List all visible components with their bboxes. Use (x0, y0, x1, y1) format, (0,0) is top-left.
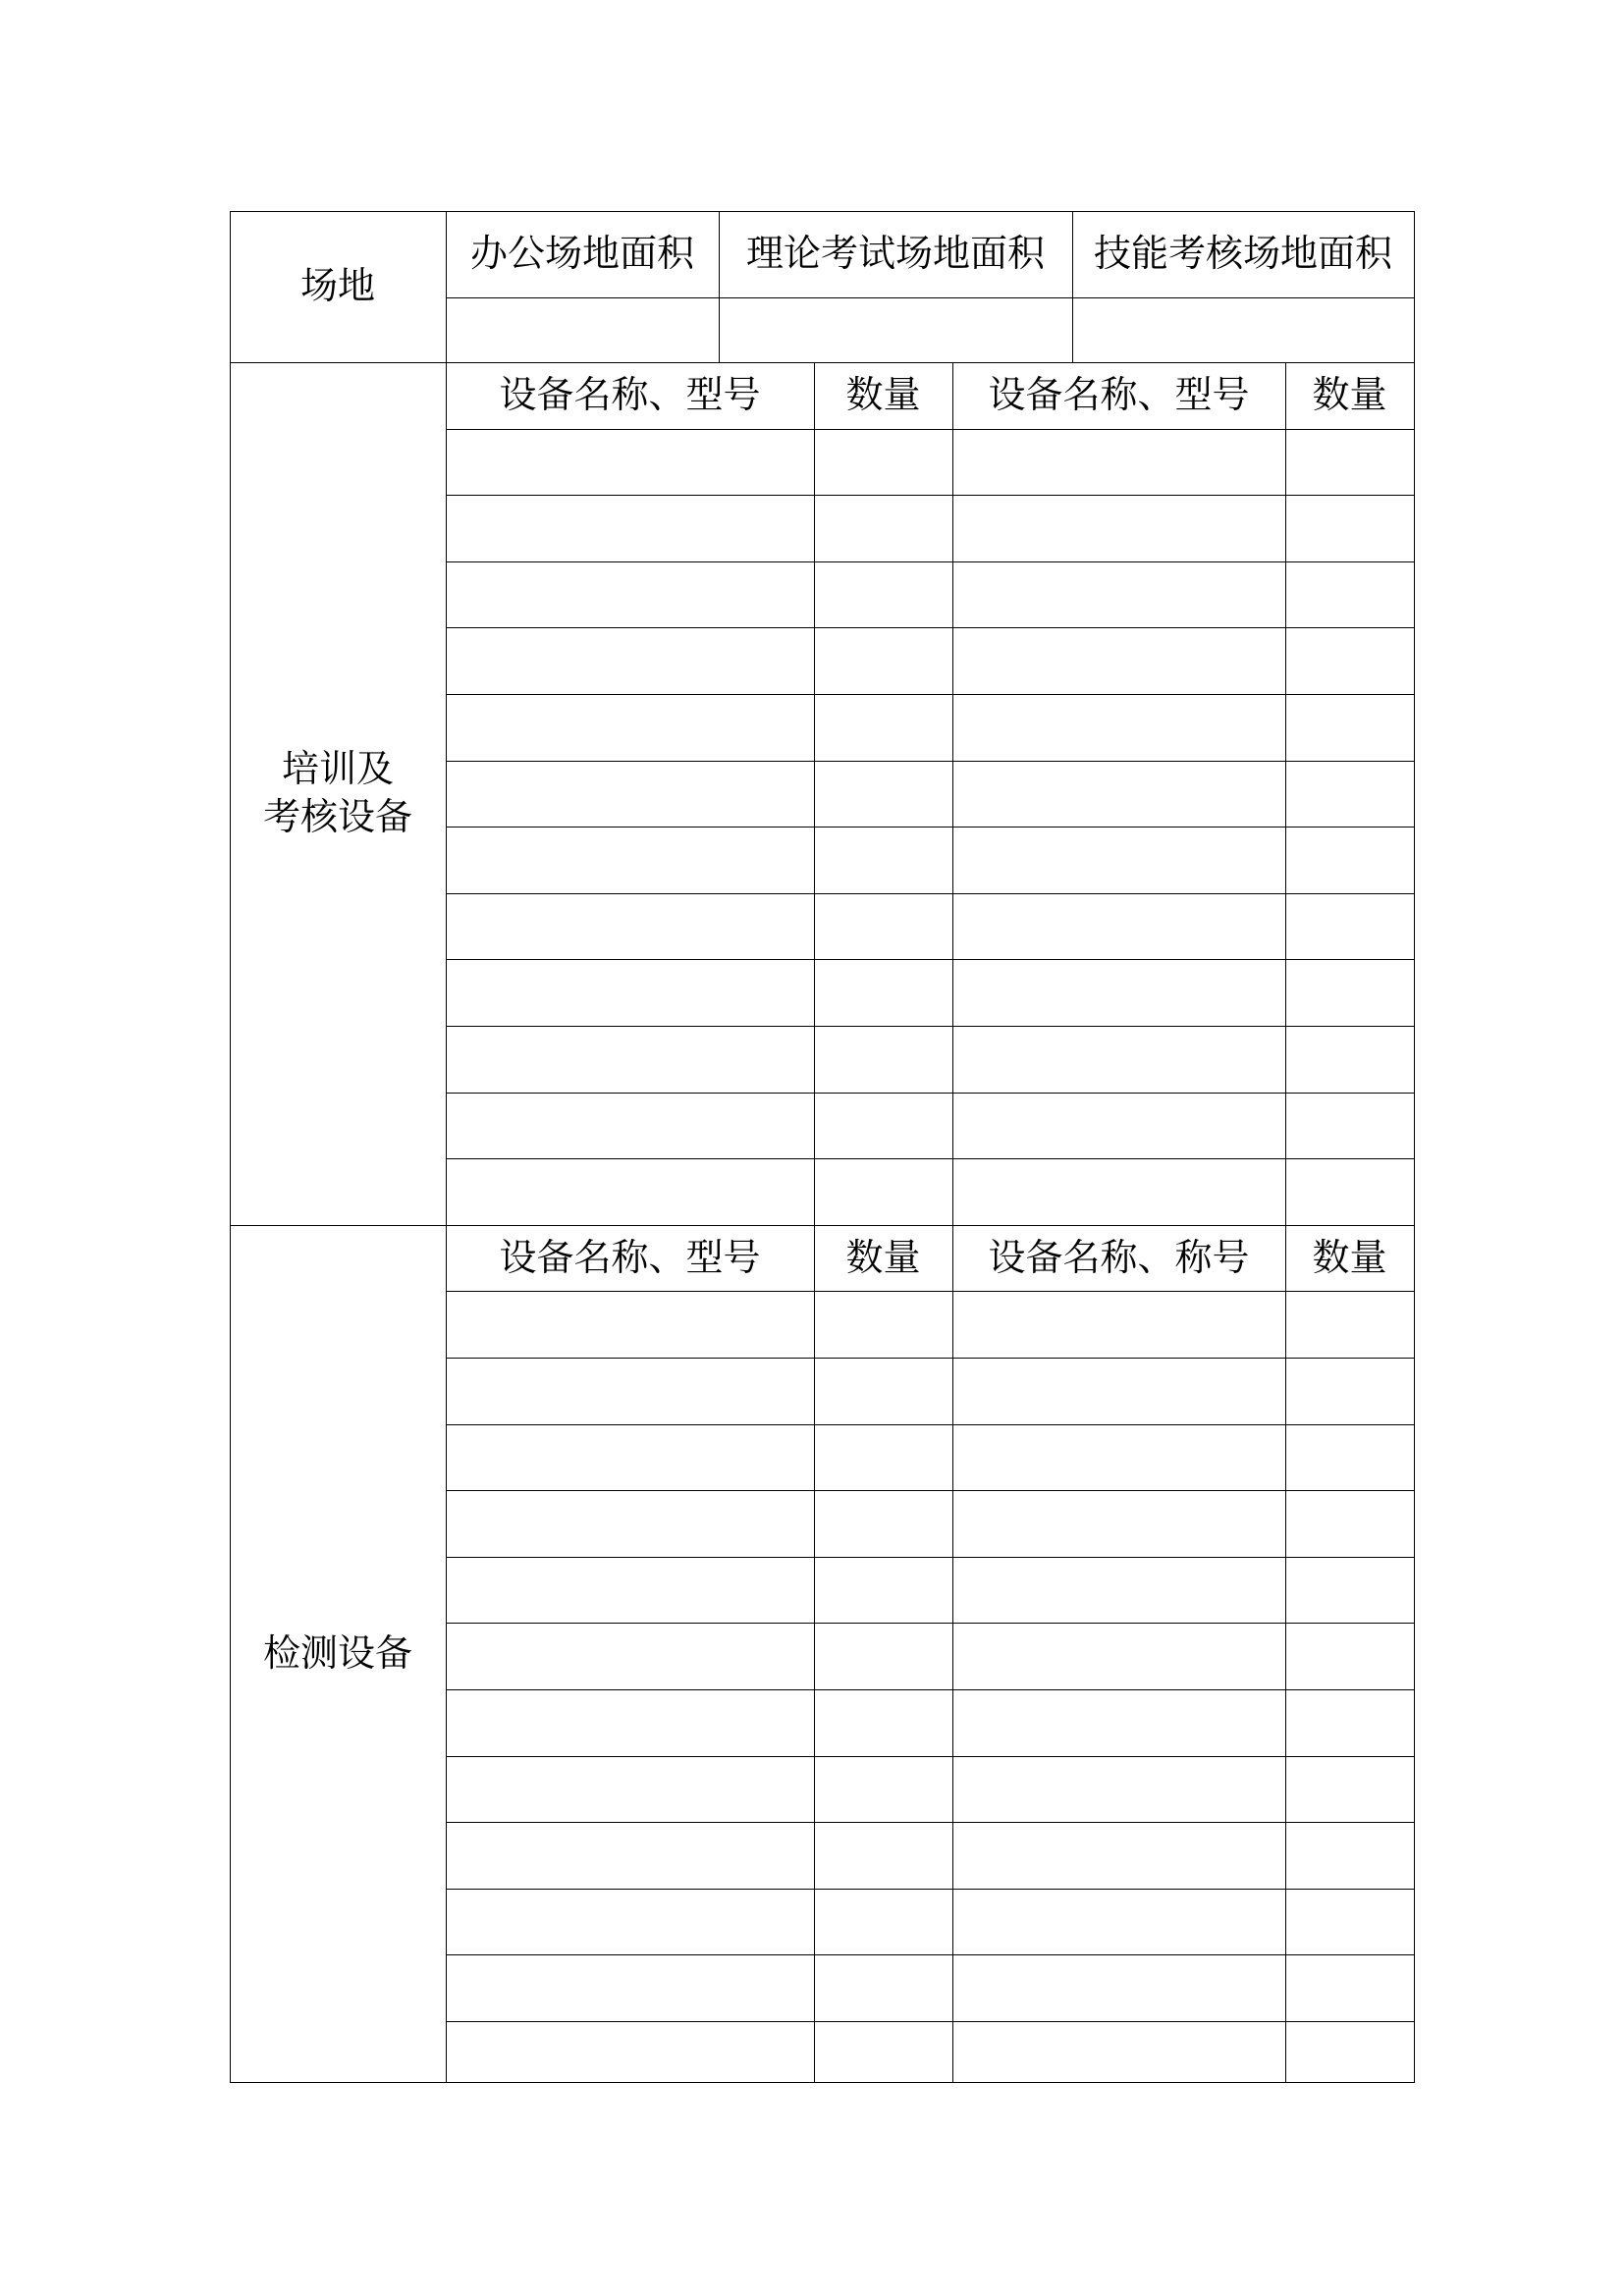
training-equipment-cell[interactable] (1285, 1026, 1414, 1093)
training-equipment-cell[interactable] (952, 627, 1285, 694)
venue-header-1: 办公场地面积 (469, 232, 694, 276)
training-equipment-cell[interactable] (814, 429, 952, 496)
training-equipment-cell[interactable] (446, 1093, 814, 1159)
testing-equipment-cell[interactable] (1285, 1689, 1414, 1756)
training-equipment-cell[interactable] (1285, 1158, 1414, 1225)
testing-equipment-cell[interactable] (1285, 1291, 1414, 1358)
training-equipment-cell[interactable] (1285, 827, 1414, 893)
training-equipment-cell[interactable] (1285, 959, 1414, 1026)
testing-equipment-cell[interactable] (814, 1954, 952, 2021)
testing-equipment-cell[interactable] (952, 1490, 1285, 1557)
training-equipment-cell[interactable] (814, 959, 952, 1026)
training-equipment-cell[interactable] (952, 429, 1285, 496)
training-equipment-cell[interactable] (446, 893, 814, 960)
testing-equipment-cell[interactable] (1285, 1358, 1414, 1424)
training-equipment-cell[interactable] (952, 1093, 1285, 1159)
testing-equipment-cell[interactable] (952, 1889, 1285, 1955)
training-equipment-cell[interactable] (814, 893, 952, 960)
training-equipment-cell[interactable] (1285, 1093, 1414, 1159)
training-equipment-cell[interactable] (952, 495, 1285, 561)
testing-equipment-cell[interactable] (446, 1424, 814, 1491)
testing-equipment-cell[interactable] (952, 1358, 1285, 1424)
testing-equipment-cell[interactable] (446, 1822, 814, 1889)
testing-equipment-cell[interactable] (814, 1358, 952, 1424)
training-equipment-cell[interactable] (1285, 694, 1414, 761)
testing-equipment-cell[interactable] (814, 1822, 952, 1889)
venue-value-cell[interactable] (1072, 297, 1414, 362)
training-equipment-cell[interactable] (1285, 495, 1414, 561)
training-equipment-cell[interactable] (446, 827, 814, 893)
testing-equipment-cell[interactable] (952, 1822, 1285, 1889)
training-equipment-cell[interactable] (446, 495, 814, 561)
training-equipment-header-1: 设备名称、型号 (499, 373, 761, 417)
testing-equipment-cell[interactable] (446, 1557, 814, 1624)
testing-equipment-header-1: 设备名称、型号 (499, 1235, 761, 1279)
venue-value-cell[interactable] (446, 297, 719, 362)
testing-equipment-cell[interactable] (1285, 1557, 1414, 1624)
training-equipment-cell[interactable] (1285, 893, 1414, 960)
table-border-right (1414, 211, 1415, 2083)
testing-equipment-cell[interactable] (1285, 1756, 1414, 1823)
testing-equipment-cell[interactable] (446, 1756, 814, 1823)
training-equipment-cell[interactable] (952, 827, 1285, 893)
training-equipment-cell[interactable] (446, 694, 814, 761)
training-equipment-cell[interactable] (952, 893, 1285, 960)
training-equipment-header-2: 数量 (845, 373, 921, 417)
testing-equipment-cell[interactable] (1285, 1490, 1414, 1557)
training-equipment-cell[interactable] (814, 761, 952, 828)
testing-equipment-cell[interactable] (814, 1291, 952, 1358)
testing-equipment-cell[interactable] (446, 1689, 814, 1756)
venue-header-2: 理论考试场地面积 (745, 232, 1045, 276)
testing-equipment-cell[interactable] (1285, 1889, 1414, 1955)
testing-equipment-cell[interactable] (446, 1490, 814, 1557)
training-equipment-cell[interactable] (814, 1093, 952, 1159)
training-equipment-cell[interactable] (952, 1026, 1285, 1093)
training-equipment-header-4: 数量 (1312, 373, 1387, 417)
training-equipment-cell[interactable] (1285, 627, 1414, 694)
testing-equipment-cell[interactable] (952, 1424, 1285, 1491)
testing-equipment-header-4: 数量 (1312, 1235, 1387, 1279)
testing-equipment-cell[interactable] (952, 2021, 1285, 2082)
testing-equipment-cell[interactable] (814, 1889, 952, 1955)
training-equipment-cell[interactable] (814, 827, 952, 893)
training-equipment-label: 培训及 考核设备 (262, 747, 412, 839)
training-equipment-cell[interactable] (952, 561, 1285, 628)
testing-equipment-cell[interactable] (446, 1291, 814, 1358)
training-equipment-cell[interactable] (814, 1158, 952, 1225)
table-border-bottom (230, 2082, 1415, 2083)
testing-equipment-cell[interactable] (446, 1954, 814, 2021)
testing-equipment-cell[interactable] (814, 1490, 952, 1557)
testing-equipment-cell[interactable] (814, 1424, 952, 1491)
testing-equipment-label: 检测设备 (262, 1630, 412, 1675)
testing-equipment-cell[interactable] (1285, 1954, 1414, 2021)
testing-equipment-cell[interactable] (1285, 1822, 1414, 1889)
venue-value-cell[interactable] (719, 297, 1072, 362)
training-equipment-cell[interactable] (814, 1026, 952, 1093)
training-equipment-cell[interactable] (814, 561, 952, 628)
equipment-form-table (230, 211, 1414, 2082)
testing-equipment-cell[interactable] (952, 1557, 1285, 1624)
testing-equipment-cell[interactable] (814, 1756, 952, 1823)
training-equipment-cell[interactable] (952, 1158, 1285, 1225)
testing-equipment-cell[interactable] (814, 1557, 952, 1624)
training-equipment-cell[interactable] (446, 561, 814, 628)
training-equipment-cell[interactable] (446, 429, 814, 496)
testing-equipment-cell[interactable] (952, 1623, 1285, 1689)
testing-equipment-cell[interactable] (814, 1623, 952, 1689)
training-equipment-cell[interactable] (446, 1026, 814, 1093)
testing-equipment-cell[interactable] (446, 2021, 814, 2082)
training-equipment-cell[interactable] (1285, 561, 1414, 628)
testing-equipment-cell[interactable] (446, 1623, 814, 1689)
training-equipment-cell[interactable] (1285, 761, 1414, 828)
testing-equipment-cell[interactable] (814, 2021, 952, 2082)
testing-equipment-cell[interactable] (1285, 1424, 1414, 1491)
testing-equipment-cell[interactable] (952, 1954, 1285, 2021)
training-equipment-cell[interactable] (814, 495, 952, 561)
training-equipment-cell[interactable] (952, 959, 1285, 1026)
training-equipment-cell[interactable] (952, 694, 1285, 761)
training-equipment-cell[interactable] (814, 627, 952, 694)
testing-equipment-cell[interactable] (1285, 2021, 1414, 2082)
training-equipment-cell[interactable] (446, 761, 814, 828)
testing-equipment-cell[interactable] (952, 1291, 1285, 1358)
testing-equipment-cell[interactable] (952, 1689, 1285, 1756)
testing-equipment-cell[interactable] (446, 1358, 814, 1424)
testing-equipment-header-2: 数量 (845, 1235, 921, 1279)
venue-label: 场地 (299, 264, 375, 308)
testing-equipment-header-3: 设备名称、称号 (988, 1235, 1250, 1279)
training-equipment-cell[interactable] (446, 1158, 814, 1225)
training-equipment-cell[interactable] (952, 761, 1285, 828)
training-equipment-cell[interactable] (446, 627, 814, 694)
testing-equipment-cell[interactable] (814, 1689, 952, 1756)
testing-equipment-cell[interactable] (446, 1889, 814, 1955)
training-equipment-cell[interactable] (1285, 429, 1414, 496)
venue-header-3: 技能考核场地面积 (1093, 232, 1392, 276)
testing-equipment-cell[interactable] (952, 1756, 1285, 1823)
training-equipment-cell[interactable] (446, 959, 814, 1026)
testing-equipment-cell[interactable] (1285, 1623, 1414, 1689)
training-equipment-cell[interactable] (814, 694, 952, 761)
training-equipment-header-3: 设备名称、型号 (988, 373, 1250, 417)
